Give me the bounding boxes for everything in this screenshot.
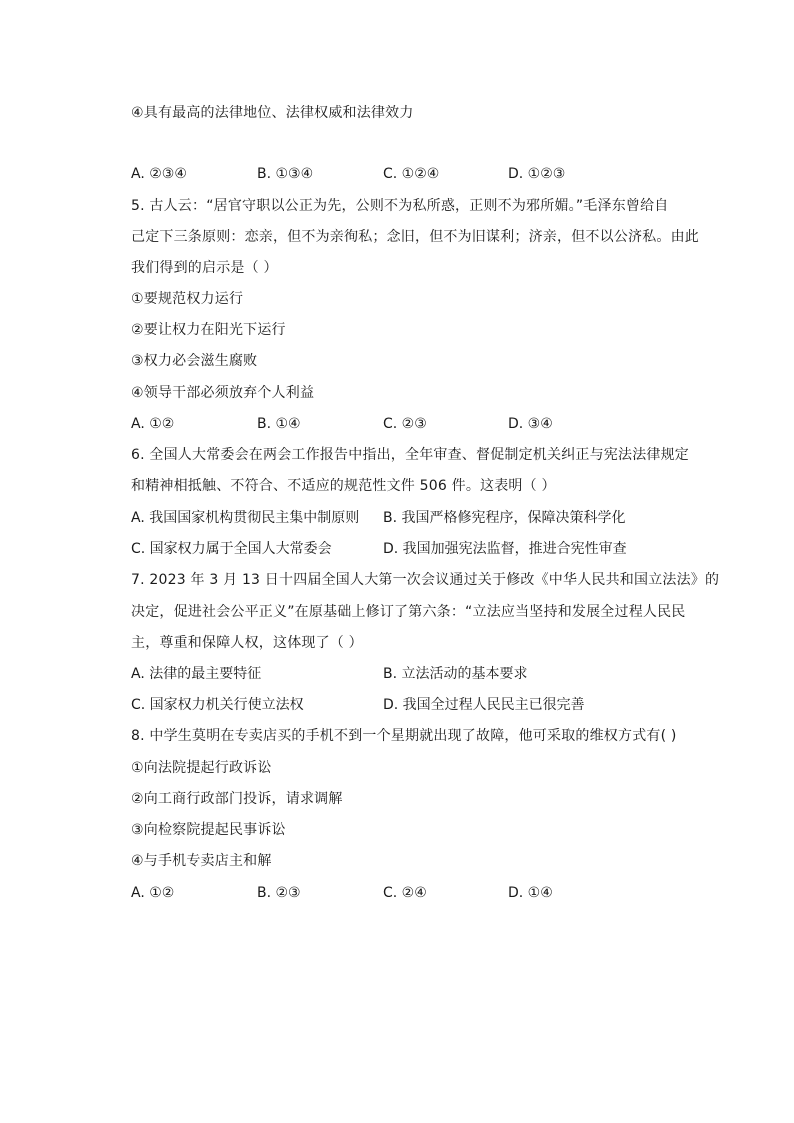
question-5-stem-line-3: 我们得到的启示是（ ） xyxy=(131,260,278,276)
question-8-option-c: C. ②④ xyxy=(383,885,427,901)
question-7-stem-line-3: 主，尊重和保障人权，这体现了（ ） xyxy=(131,635,363,651)
question-6-option-b: B. 我国严格修宪程序，保障决策科学化 xyxy=(383,510,626,526)
question-6-option-a: A. 我国国家机构贯彻民主集中制原则 xyxy=(131,510,360,526)
question-7-stem-line-1: 7. 2023 年 3 月 13 日十四届全国人大第一次会议通过关于修改《中华人民共和国立法法》的 xyxy=(131,572,720,588)
question-5-stem-line-2: 己定下三条原则：恋亲，但不为亲徇私；念旧，但不为旧谋利；济亲，但不以公济私。由此 xyxy=(131,229,699,245)
question-7-option-b: B. 立法活动的基本要求 xyxy=(383,666,528,682)
question-5-option-a: A. ①② xyxy=(131,416,175,432)
question-7-stem-line-2: 决定，促进社会公平正义”在原基础上修订了第六条：“立法应当坚持和发展全过程人民民 xyxy=(131,604,686,620)
question-7-option-a: A. 法律的最主要特征 xyxy=(131,666,262,682)
question-6-stem-line-1: 6. 全国人大常委会在两会工作报告中指出，全年审查、督促制定机关纠正与宪法法律规定 xyxy=(131,447,690,463)
question-7-option-c: C. 国家权力机关行使立法权 xyxy=(131,697,304,713)
question-5-option-c: C. ②③ xyxy=(383,416,427,432)
question-5-item-3: ③权力必会滋生腐败 xyxy=(131,353,258,369)
question-5-item-4: ④领导干部必须放弃个人利益 xyxy=(131,385,315,401)
question-4-option-a: A. ②③④ xyxy=(131,166,187,182)
question-6-stem-line-2: 和精神相抵触、不符合、不适应的规范性文件 506 件。这表明（ ） xyxy=(131,478,556,494)
question-4-option-c: C. ①②④ xyxy=(383,166,440,182)
question-5-option-b: B. ①④ xyxy=(257,416,301,432)
question-8-option-b: B. ②③ xyxy=(257,885,301,901)
question-8-item-4: ④与手机专卖店主和解 xyxy=(131,853,272,869)
question-8-item-1: ①向法院提起行政诉讼 xyxy=(131,760,272,776)
question-8-option-a: A. ①② xyxy=(131,885,175,901)
question-5-item-2: ②要让权力在阳光下运行 xyxy=(131,322,286,338)
question-4-option-d: D. ①②③ xyxy=(508,166,566,182)
question-8-option-d: D. ①④ xyxy=(508,885,553,901)
question-4-item-4: ④具有最高的法律地位、法律权威和法律效力 xyxy=(131,105,414,121)
question-4-option-b: B. ①③④ xyxy=(257,166,314,182)
question-6-option-c: C. 国家权力属于全国人大常委会 xyxy=(131,541,332,557)
question-5-option-d: D. ③④ xyxy=(508,416,553,432)
question-8-item-2: ②向工商行政部门投诉，请求调解 xyxy=(131,791,343,807)
question-5-item-1: ①要规范权力运行 xyxy=(131,291,244,307)
question-8-stem-line-1: 8. 中学生莫明在专卖店买的手机不到一个星期就出现了故障，他可采取的维权方式有( ) xyxy=(131,728,677,744)
question-5-stem-line-1: 5. 古人云：“居官守职以公正为先，公则不为私所惑，正则不为邪所媚。”毛泽东曾给自 xyxy=(131,198,669,214)
question-8-item-3: ③向检察院提起民事诉讼 xyxy=(131,822,286,838)
question-7-option-d: D. 我国全过程人民民主已很完善 xyxy=(383,697,585,713)
question-6-option-d: D. 我国加强宪法监督，推进合宪性审查 xyxy=(383,541,627,557)
